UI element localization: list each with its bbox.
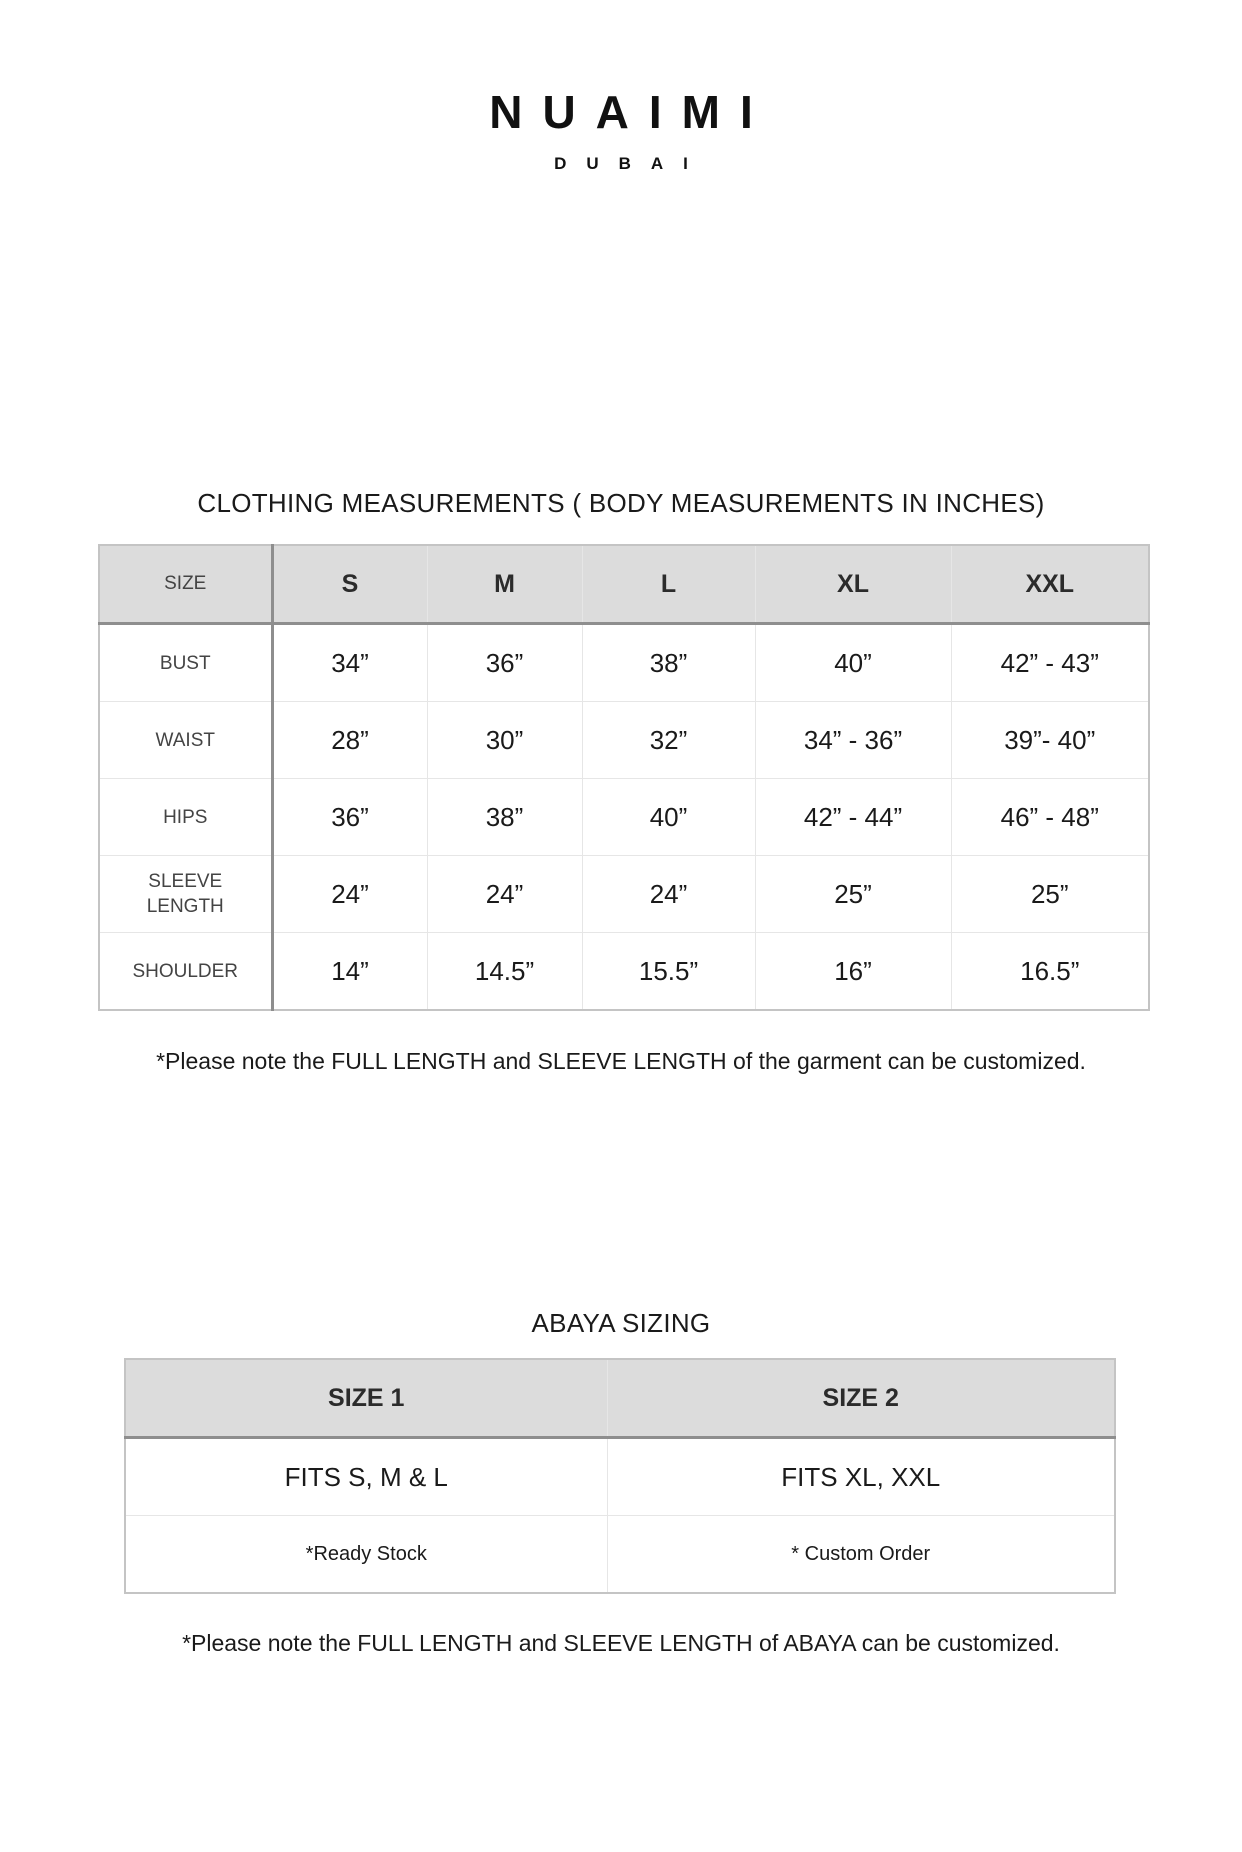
measurement-cell: 46” - 48” [951,779,1149,856]
measurement-cell: 16” [755,933,951,1011]
measurement-cell: 25” [755,856,951,933]
table-row [99,702,1149,779]
row-label: HIPS [99,779,272,856]
measurement-cell: 42” - 44” [755,779,951,856]
measurement-cell: 24” [427,856,582,933]
brand-location: DUBAI [554,154,708,173]
table-row [99,933,1149,1011]
clothing-measurements-title: CLOTHING MEASUREMENTS ( BODY MEASUREMENTS IN INCHES) [197,488,1045,518]
abaya-availability-cell: * Custom Order [607,1516,1115,1594]
table-row [99,779,1149,856]
table-header-row [125,1359,1115,1438]
size-header-label: SIZE [99,545,272,624]
size-column-header: S [272,545,427,624]
measurement-cell: 24” [582,856,755,933]
size-column-header: L [582,545,755,624]
size-column-header: XXL [951,545,1149,624]
abaya-availability-cell: *Ready Stock [125,1516,607,1594]
measurement-cell: 28” [272,702,427,779]
measurement-cell: 24” [272,856,427,933]
measurement-cell: 38” [582,624,755,702]
row-label: BUST [99,624,272,702]
abaya-fit-cell: FITS XL, XXL [607,1438,1115,1516]
abaya-size-header: SIZE 2 [607,1359,1115,1438]
measurement-cell: 34” - 36” [755,702,951,779]
size-column-header: M [427,545,582,624]
table-row [125,1516,1115,1594]
measurement-cell: 39”- 40” [951,702,1149,779]
clothing-customization-note: *Please note the FULL LENGTH and SLEEVE LENGTH of the garment can be customized. [156,1048,1086,1074]
measurement-cell: 40” [582,779,755,856]
measurement-cell: 16.5” [951,933,1149,1011]
abaya-sizing-title: ABAYA SIZING [531,1308,711,1338]
abaya-size-header: SIZE 1 [125,1359,607,1438]
measurement-cell: 25” [951,856,1149,933]
measurement-cell: 14” [272,933,427,1011]
abaya-fit-cell: FITS S, M & L [125,1438,607,1516]
brand-logo [0,82,1242,174]
table-header-row [99,545,1149,624]
abaya-sizing-table [124,1358,1116,1594]
measurement-cell: 14.5” [427,933,582,1011]
table-row [99,624,1149,702]
row-label-text: SLEEVE LENGTH [146,871,224,917]
row-label [99,856,272,933]
measurement-cell: 38” [427,779,582,856]
table-row [125,1438,1115,1516]
table-row [99,856,1149,933]
row-label: SHOULDER [99,933,272,1011]
abaya-customization-note: *Please note the FULL LENGTH and SLEEVE LENGTH of ABAYA can be customized. [182,1630,1060,1656]
row-label: WAIST [99,702,272,779]
measurement-cell: 36” [272,779,427,856]
measurement-cell: 30” [427,702,582,779]
size-column-header: XL [755,545,951,624]
measurement-cell: 42” - 43” [951,624,1149,702]
measurement-cell: 40” [755,624,951,702]
measurement-cell: 36” [427,624,582,702]
measurement-cell: 34” [272,624,427,702]
measurement-cell: 32” [582,702,755,779]
measurement-cell: 15.5” [582,933,755,1011]
brand-name: NUAIMI [489,86,773,138]
clothing-measurements-table [98,544,1150,1011]
